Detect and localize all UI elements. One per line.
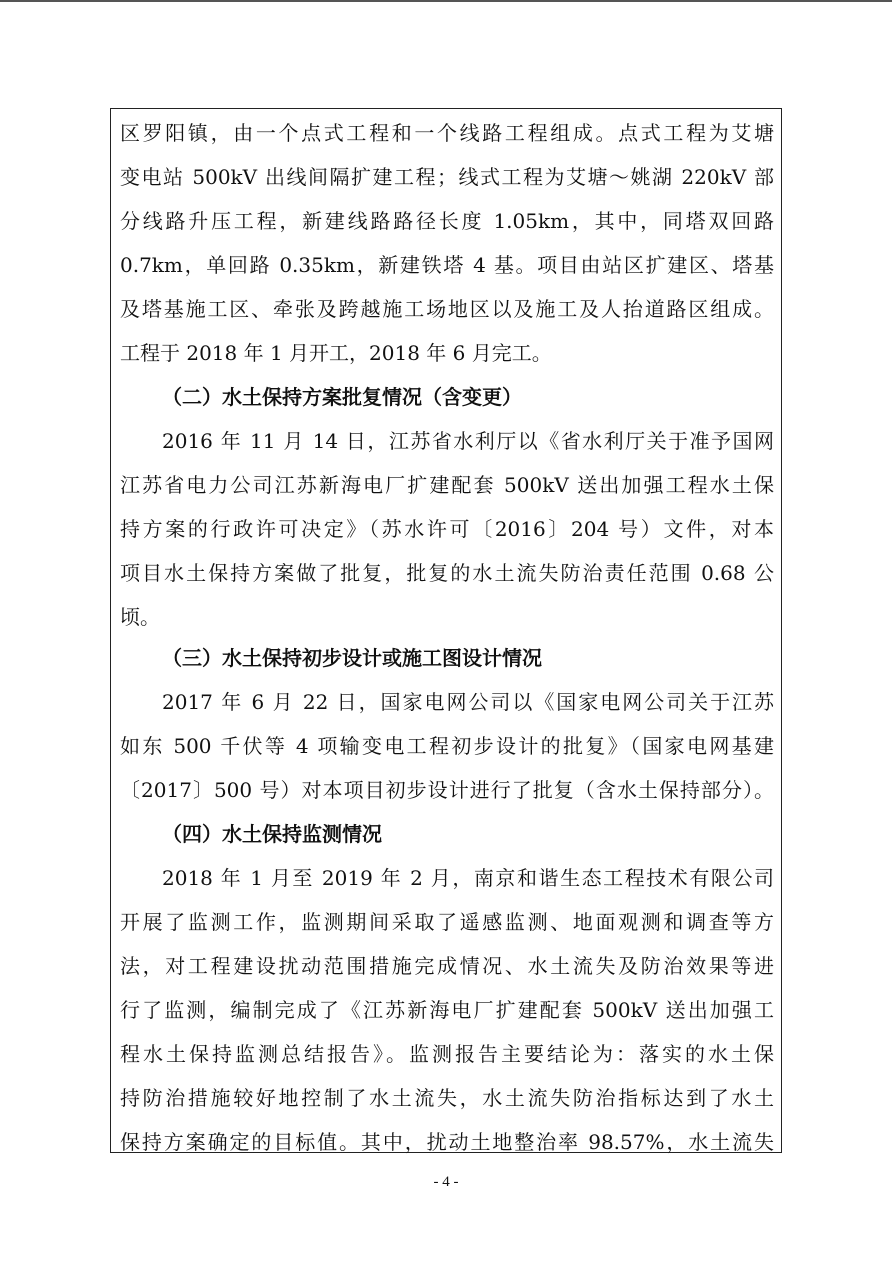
section-heading-3: （三）水土保持初步设计或施工图设计情况 [162,646,542,670]
paragraph-line: 0.7km，单回路 0.35km，新建铁塔 4 基。项目由站区扩建区、塔基 [120,253,774,277]
paragraph-line: 法，对工程建设扰动范围措施完成情况、水土流失及防治效果等进 [120,954,774,978]
top-rule [0,0,892,2]
section-heading-4: （四）水土保持监测情况 [162,822,382,846]
paragraph-line: 项目水土保持方案做了批复，批复的水土流失防治责任范围 0.68 公 [120,561,774,585]
paragraph-line: 〔2017〕500 号）对本项目初步设计进行了批复（含水土保持部分）。 [120,778,774,802]
paragraph-line: 及塔基施工区、牵张及跨越施工场地区以及施工及人抬道路区组成。 [120,297,774,321]
paragraph-line: 分线路升压工程，新建线路路径长度 1.05km，其中，同塔双回路 [120,209,774,233]
paragraph-line: 开展了监测工作，监测期间采取了遥感监测、地面观测和调查等方 [120,910,774,934]
paragraph-line: 持方案的行政许可决定》（苏水许可〔2016〕204 号）文件，对本 [120,517,774,541]
paragraph-line: 2018 年 1 月至 2019 年 2 月，南京和谐生态工程技术有限公司 [162,866,774,890]
paragraph-line: 持防治措施较好地控制了水土流失，水土流失防治指标达到了水土 [120,1086,774,1110]
paragraph-line: 保持方案确定的目标值。其中，扰动土地整治率 98.57%，水土流失 [120,1130,774,1154]
page-number: - 4 - [433,1174,459,1190]
paragraph-line: 区罗阳镇，由一个点式工程和一个线路工程组成。点式工程为艾塘 [120,121,774,145]
paragraph-line: 工程于 2018 年 1 月开工，2018 年 6 月完工。 [120,341,552,365]
paragraph-line: 江苏省电力公司江苏新海电厂扩建配套 500kV 送出加强工程水土保 [120,473,774,497]
paragraph-line: 行了监测，编制完成了《江苏新海电厂扩建配套 500kV 送出加强工 [120,998,774,1022]
paragraph-line: 如东 500 千伏等 4 项输变电工程初步设计的批复》（国家电网基建 [120,734,774,758]
paragraph-line: 2017 年 6 月 22 日，国家电网公司以《国家电网公司关于江苏 [162,690,774,714]
paragraph-line: 变电站 500kV 出线间隔扩建工程；线式工程为艾塘～姚湖 220kV 部 [120,165,774,189]
section-heading-2: （二）水土保持方案批复情况（含变更） [162,385,522,409]
paragraph-line: 程水土保持监测总结报告》。监测报告主要结论为：落实的水土保 [120,1042,774,1066]
paragraph-line: 2016 年 11 月 14 日，江苏省水利厅以《省水利厅关于准予国网 [162,429,774,453]
paragraph-line: 顷。 [120,605,160,629]
